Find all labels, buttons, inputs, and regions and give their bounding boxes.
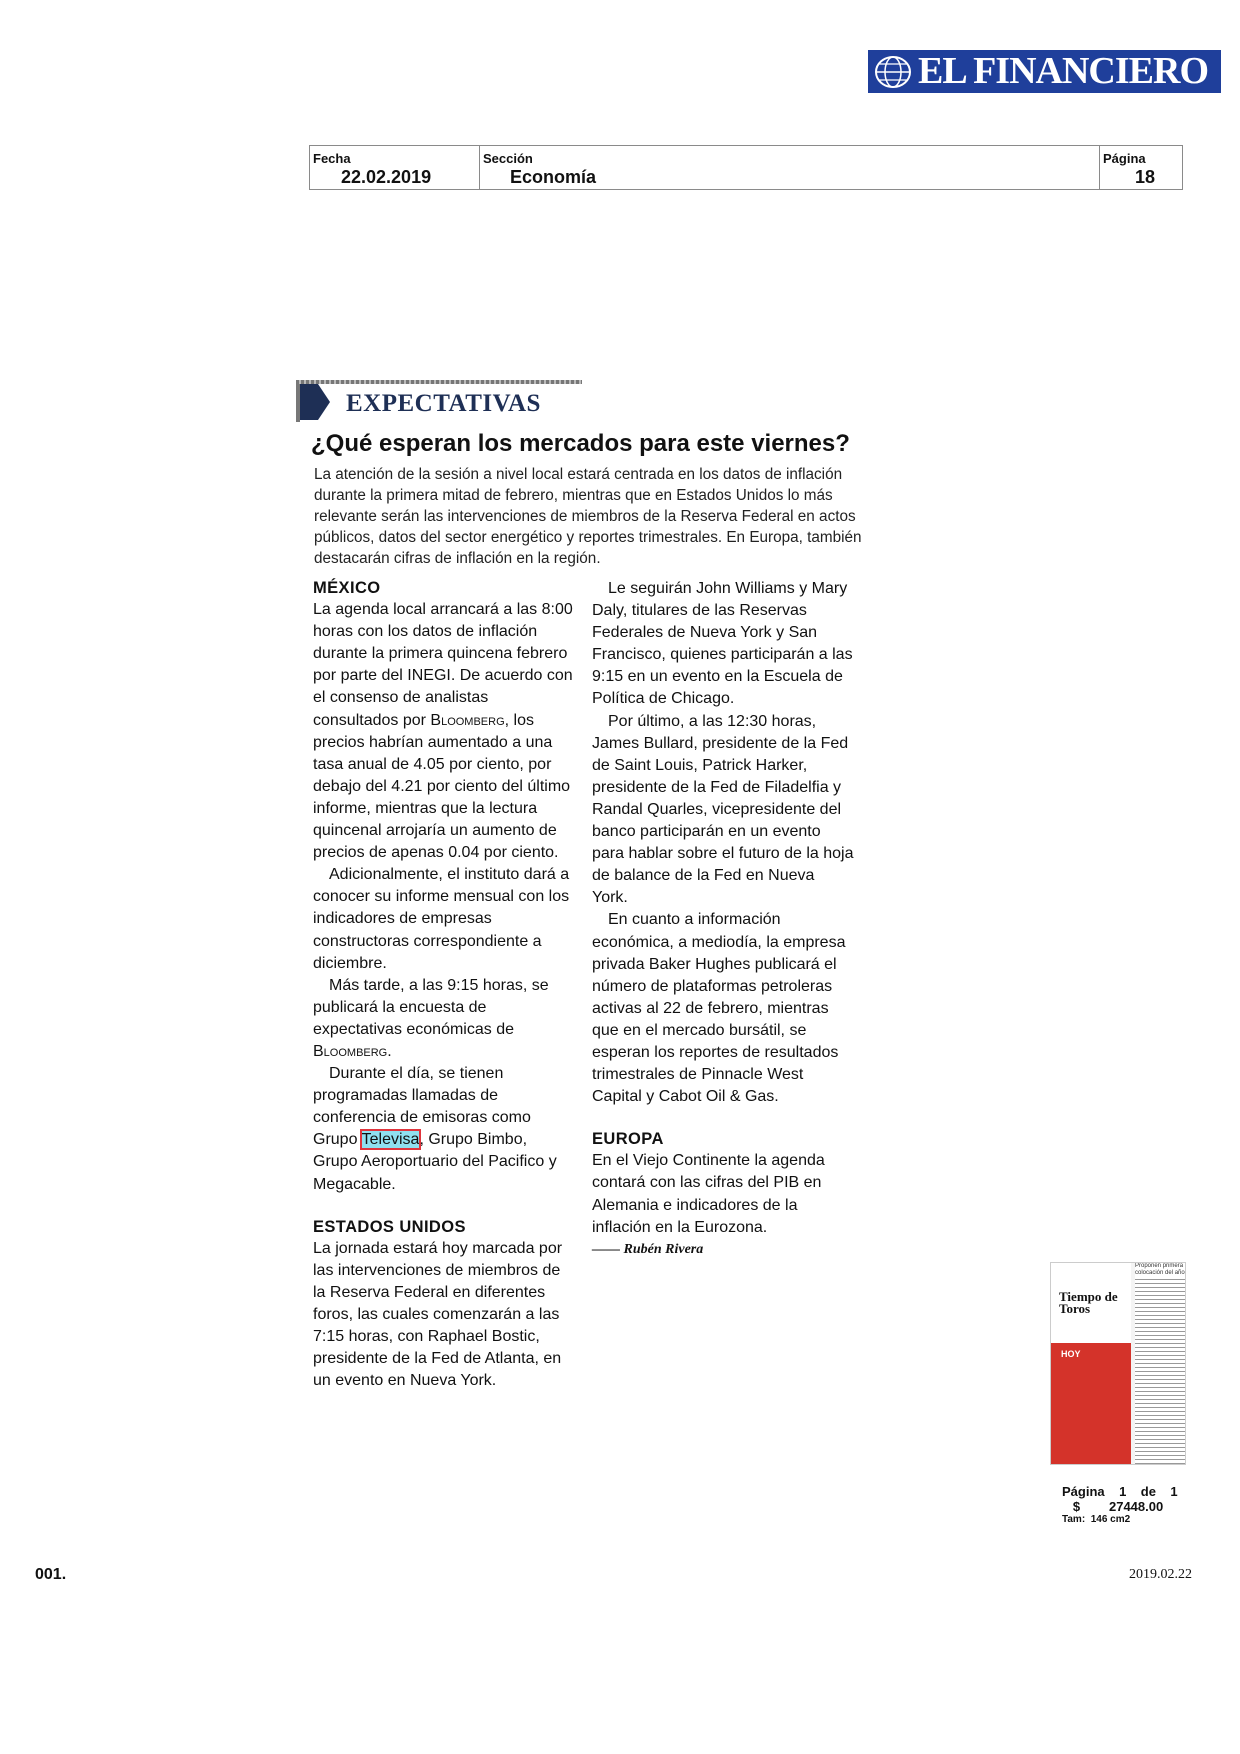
newspaper-logo (868, 50, 1221, 93)
clipping-info-table (309, 145, 1183, 190)
subheading-mexico: MÉXICO (313, 579, 381, 597)
page-total: 1 (1170, 1484, 1178, 1499)
paragraph (313, 599, 575, 864)
currency-symbol: $ (1072, 1499, 1081, 1514)
footer-date: 2019.02.22 (1129, 1567, 1192, 1582)
section-label: Sección (483, 151, 533, 166)
text-run: Más tarde, a las 9:15 horas, se publicará la encuesta de expectativas económicas de (313, 976, 549, 1038)
page-label: Página (1103, 151, 1146, 166)
date-label: Fecha (313, 151, 351, 166)
size-line (1062, 1514, 1192, 1525)
footer-number: 001. (35, 1566, 67, 1583)
paragraph (313, 1063, 575, 1196)
date-value: 22.02.2019 (341, 167, 432, 187)
page-thumbnail (1050, 1262, 1186, 1465)
section-value: Economía (510, 167, 597, 187)
text-run: La agenda local arrancará a las 8:00 horas con los datos de inflación durante la primera quincena febrero por parte del INEGI. De acuerdo con el consenso de analistas consultados por (313, 601, 573, 729)
thumbnail-text-column (1135, 1263, 1185, 1464)
thumbnail-ad (1051, 1263, 1131, 1464)
thumbnail-ad-badge: HOY (1061, 1349, 1081, 1359)
highlighted-keyword[interactable]: Televisa (361, 1131, 420, 1149)
article-column-left (313, 577, 575, 1392)
thumbnail-headline: Proponen primera colocación del año (1135, 1263, 1185, 1276)
page-info (1062, 1484, 1192, 1525)
paragraph: Adicionalmente, el instituto dará a conocer su informe mensual con los indicadores de empresas constructoras correspondiente a diciembre. (313, 866, 570, 972)
price-line (1062, 1499, 1192, 1514)
text-run: . (387, 1042, 392, 1060)
paragraph: En el Viejo Continente la agenda contará con las cifras del PIB en Alemania e indicadores de la inflación en la Eurozona. (592, 1152, 825, 1236)
paragraph: En cuanto a información económica, a mediodía, la empresa privada Baker Hughes publicará el número de plataformas petroleras activas al 22 de febrero, mientras que en el mercado bursátil, se esperan los reportes de resultados trimestrales de Pinnacle West Capital y Cabot Oil & Gas. (592, 911, 846, 1106)
bloomberg-name: Bloomberg (313, 1042, 388, 1060)
page-value: 18 (1135, 167, 1156, 187)
globe-icon (868, 50, 918, 93)
paragraph: La jornada estará hoy marcada por las intervenciones de miembros de la Reserva Federal en diferentes foros, las cuales comenzarán a las 7:15 horas, con Raphael Bostic, presidente de la Fed de Atlanta, en un evento en Nueva York. (313, 1239, 563, 1390)
page-cell (1100, 146, 1182, 189)
subheading-estados-unidos: ESTADOS UNIDOS (313, 1217, 466, 1236)
byline: —— Rubén Rivera (592, 1241, 704, 1257)
page-count-line (1062, 1484, 1192, 1499)
paragraph: Por último, a las 12:30 horas, James Bullard, presidente de la Fed de Saint Louis, Patrick Harker, presidente de la Fed de Filadelfia y Randal Quarles, vicepresidente del banco participarán en un evento para hablar sobre el futuro de la hoja de balance de la Fed en Nueva York. (592, 712, 854, 907)
section-cell (480, 146, 1100, 189)
text-run: , los precios habrían aumentado a una tasa anual de 4.05 por ciento, por debajo del 4.21 por ciento del último informe, mientras que la lectura quincenal arrojaría un aumento de precios de apenas 0.04 por ciento. (313, 711, 571, 862)
text-run: , Grupo Bimbo, Grupo Aeroportuario del Pacifico y Megacable. (313, 1131, 557, 1193)
page-of-label: de (1140, 1484, 1156, 1499)
section-heading: EXPECTATIVAS (346, 390, 541, 417)
article-column-right (592, 578, 854, 1261)
size-value: 146 cm2 (1090, 1514, 1131, 1525)
paragraph (313, 975, 575, 1063)
paragraph: Le seguirán John Williams y Mary Daly, titulares de las Reservas Federales de Nueva York y San Francisco, quienes participarán a las 9:15 en un evento en la Escuela de Política de Chicago. (592, 580, 853, 708)
article-headline: ¿Qué esperan los mercados para este viernes? (311, 430, 850, 457)
thumbnail-ad-image (1051, 1343, 1131, 1464)
thumbnail-ad-title: Tiempo de Toros (1059, 1289, 1118, 1316)
article-lead: La atención de la sesión a nivel local estará centrada en los datos de inflación durante la primera mitad de febrero, mientras que en Estados Unidos lo más relevante serán las intervenciones de miembros de la Reserva Federal en actos públicos, datos del sector energético y reportes trimestrales. En Europa, también destacarán cifras de inflación en la región. (314, 466, 862, 567)
price-amount: 27448.00 (1108, 1499, 1164, 1514)
page-count-label: Página (1062, 1484, 1105, 1499)
section-rule (296, 380, 582, 384)
section-arrow-icon (296, 380, 332, 424)
logo-text: EL FINANCIERO (918, 50, 1208, 92)
date-cell (310, 146, 480, 189)
page-number: 1 (1119, 1484, 1127, 1499)
text-run: Durante el día, se tienen programadas llamadas de conferencia de emisoras como Grupo (313, 1065, 531, 1149)
bloomberg-name: Bloomberg (430, 711, 505, 729)
subheading-europa: EUROPA (592, 1130, 664, 1149)
size-label: Tam: (1062, 1514, 1086, 1525)
